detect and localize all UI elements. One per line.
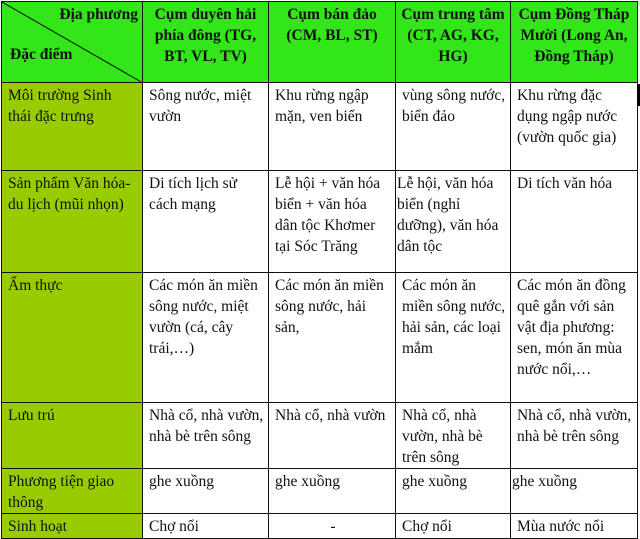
table-row — [2, 469, 638, 514]
table-cell: Sông nước, miệt vườn — [143, 83, 269, 171]
table-cell: Mùa nước nổi — [511, 514, 638, 539]
table-cell: Các món ăn đồng quê gắn với sản vật địa phương: sen, món ăn mùa nước nổi,… — [511, 273, 638, 403]
table-cell: ghe xuồng — [396, 469, 511, 514]
row-label: Sản phẩm Văn hóa- du lịch (mũi nhọn) — [2, 171, 143, 273]
table-row — [2, 83, 638, 171]
column-header: Cụm duyên hải phía đông (TG, BT, VL, TV) — [143, 2, 269, 83]
column-header: Cụm trung tâm (CT, AG, KG, HG) — [396, 2, 511, 83]
table-row — [2, 514, 638, 539]
table-cell: ghe xuồng — [511, 469, 638, 514]
table-cell: Các món ăn miền sông nước, hải sản, — [269, 273, 396, 403]
table-row — [2, 273, 638, 403]
table-cell: ghe xuồng — [269, 469, 396, 514]
table-cell: Di tích văn hóa — [511, 171, 638, 273]
table-cell: Nhà cổ, nhà vườn, nhà bè trên sông — [396, 403, 511, 469]
table-cell: Di tích lịch sử cách mạng — [143, 171, 269, 273]
table-cell: Khu rừng ngập mặn, ven biển — [269, 83, 396, 171]
row-label: Ẩm thực — [2, 273, 143, 403]
header-row — [2, 2, 638, 83]
table-cell: Lễ hội, văn hóa biển (nghỉ dưỡng), văn hóa dân tộc — [396, 171, 511, 273]
table-cell: Nhà cổ, nhà vườn, nhà bè trên sông — [143, 403, 269, 469]
row-label: Phương tiện giao thông — [2, 469, 143, 514]
table-row — [2, 403, 638, 469]
column-header: Cụm Đồng Tháp Mười (Long An, Đồng Tháp) — [511, 2, 638, 83]
row-label: Sinh hoạt — [2, 514, 143, 539]
corner-bottom-label: Đặc điểm — [10, 46, 73, 63]
table-cell: Lễ hội + văn hóa biển + văn hóa dân tộc Khơmer tại Sóc Trăng — [269, 171, 396, 273]
comparison-table — [1, 1, 638, 539]
row-label: Môi trường Sinh thái đặc trưng — [2, 83, 143, 171]
table-cell: Các món ăn miền sông nước, hải sản, các loại mắm — [396, 273, 511, 403]
table-cell: Nhà cổ, nhà vườn, nhà bè trên sông — [511, 403, 638, 469]
column-header: Cụm bán đảo (CM, BL, ST) — [269, 2, 396, 83]
table-cell: - — [269, 514, 396, 539]
table-cell: Các món ăn miền sông nước, miệt vườn (cá, cây trái,…) — [143, 273, 269, 403]
corner-top-label: Địa phương — [59, 6, 138, 23]
table-cell: ghe xuồng — [143, 469, 269, 514]
table-cell: Nhà cổ, nhà vườn — [269, 403, 396, 469]
table-cell: Chợ nổi — [143, 514, 269, 539]
table-cell: vùng sông nước, biển đảo — [396, 83, 511, 171]
row-label: Lưu trú — [2, 403, 143, 469]
table-row — [2, 171, 638, 273]
table-cell: Khu rừng đặc dụng ngập nước (vườn quốc gia) — [511, 83, 638, 171]
table-cell: Chợ nổi — [396, 514, 511, 539]
corner-header-cell — [2, 2, 143, 83]
